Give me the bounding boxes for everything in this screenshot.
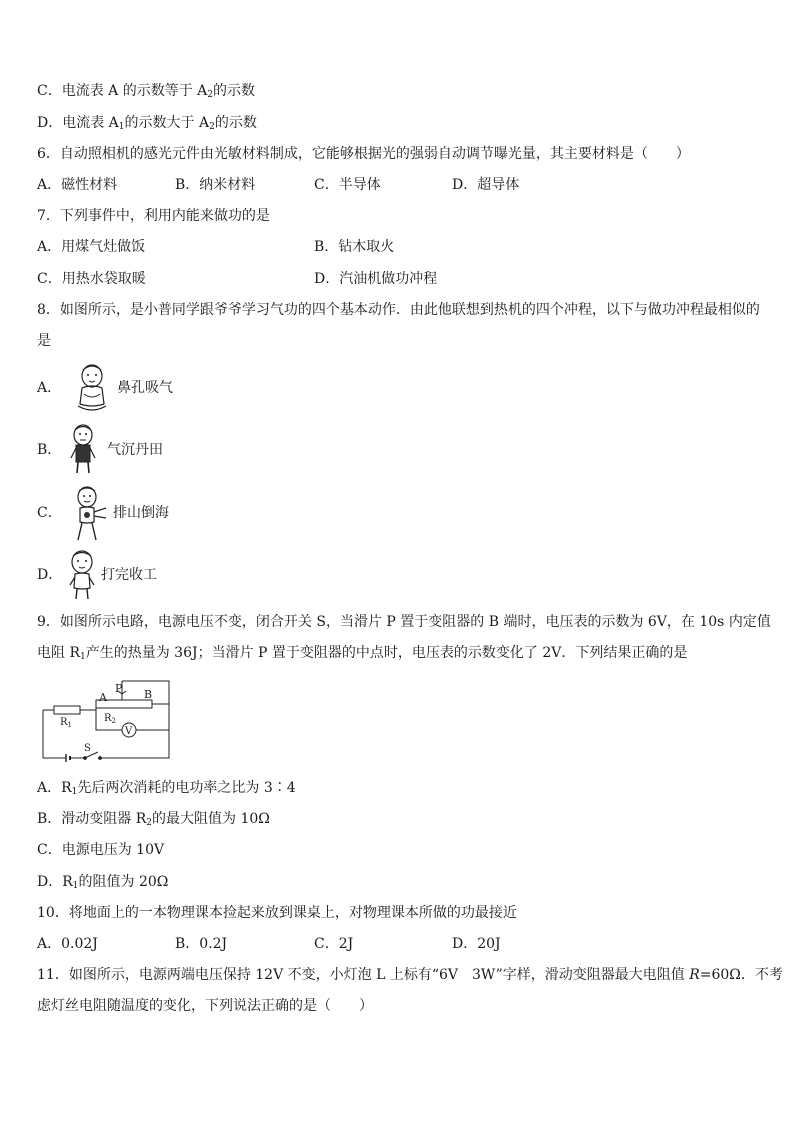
q9-option-c: C．电源电压为 10V xyxy=(37,842,165,858)
q8-option-c-letter: C． xyxy=(37,505,62,521)
q10-option-d: D．20J xyxy=(452,936,501,952)
figure-person-inhale xyxy=(70,362,114,414)
q8-option-c-label: 排山倒海 xyxy=(113,505,169,521)
resistor-r1 xyxy=(54,706,80,714)
q11-stem-line2: 虑灯丝电阻随温度的变化，下列说法正确的是（ ） xyxy=(37,998,373,1014)
q11-stem-line1: 11．如图所示，电源两端电压保持 12V 不变，小灯泡 L 上标有“6V 3W”字样，滑动变阻器最大电阻值 R=60Ω．不考 xyxy=(37,967,783,983)
q8-option-d-letter: D． xyxy=(37,567,63,583)
q7-stem: 7．下列事件中，利用内能来做功的是 xyxy=(37,208,270,224)
q10-option-a: A．0.02J xyxy=(37,936,98,952)
q6-option-c: C．半导体 xyxy=(314,177,381,193)
q9-stem-line1: 9．如图所示电路，电源电压不变，闭合开关 S，当滑片 P 置于变阻器的 B 端时，电压表的示数为 6V，在 10s 内定值 xyxy=(37,614,771,630)
q7-option-d: D．汽油机做功冲程 xyxy=(314,271,438,287)
q8-option-b-label: 气沉丹田 xyxy=(107,442,163,458)
figure-person-breathe-down xyxy=(68,424,98,474)
figure-person-finish xyxy=(66,550,100,600)
circuit-label-s: S xyxy=(84,743,91,754)
q6-option-a: A．磁性材料 xyxy=(37,177,118,193)
q9-stem-line2: 电阻 $R_1$产生的热量为 36J；当滑片 P 置于变阻器的中点时，电压表的示数变化了 2V．下列结果正确的是 xyxy=(37,645,688,662)
q8-stem-line2: 是 xyxy=(37,333,51,349)
q9-option-b: B．滑动变阻器 $R_2$的最大阻值为 10Ω xyxy=(37,811,270,828)
circuit-label-r2: $R_2$ xyxy=(104,713,116,725)
q9-option-d: D．$R_1$的阻值为 20Ω xyxy=(37,874,169,891)
q8-option-b-letter: B． xyxy=(37,442,62,458)
q8-stem-line1: 8．如图所示，是小普同学跟爷爷学习气功的四个基本动作．由此他联想到热机的四个冲程，以下与做功冲程最相似的 xyxy=(37,302,760,318)
q10-option-b: B．0.2J xyxy=(175,936,228,952)
q9-option-a: A．$R_1$先后两次消耗的电功率之比为 3∶4 xyxy=(37,780,296,797)
q8-option-a-letter: A． xyxy=(37,380,62,396)
q7-option-a: A．用煤气灶做饭 xyxy=(37,239,146,255)
circuit-label-a: A xyxy=(99,691,107,704)
circuit-label-r1: $R_1$ xyxy=(60,717,72,729)
q7-option-b: B．钻木取火 xyxy=(314,239,395,255)
circuit-label-p: P xyxy=(115,682,123,695)
q6-option-b: B．纳米材料 xyxy=(175,177,256,193)
figure-person-push xyxy=(70,486,110,542)
q8-option-a-label: 鼻孔吸气 xyxy=(117,380,173,396)
circuit-label-v: V xyxy=(125,726,133,737)
q6-stem: 6．自动照相机的感光元件由光敏材料制成，它能够根据光的强弱自动调节曝光量，其主要材料是（ ） xyxy=(37,146,690,162)
q10-option-c: C．2J xyxy=(314,936,354,952)
q7-option-c: C．用热水袋取暖 xyxy=(37,271,146,287)
q8-option-d-label: 打完收工 xyxy=(101,567,157,583)
q10-stem: 10．将地面上的一本物理课本捡起来放到课桌上，对物理课本所做的功最接近 xyxy=(37,905,517,921)
q5-option-d: D．电流表 $A_1$的示数大于 $A_2$的示数 xyxy=(37,115,257,132)
circuit-diagram xyxy=(38,678,172,766)
circuit-label-b: B xyxy=(144,688,153,701)
q6-option-d: D．超导体 xyxy=(452,177,520,193)
q5-option-c: C．电流表 A 的示数等于 $A_2$的示数 xyxy=(37,83,256,100)
